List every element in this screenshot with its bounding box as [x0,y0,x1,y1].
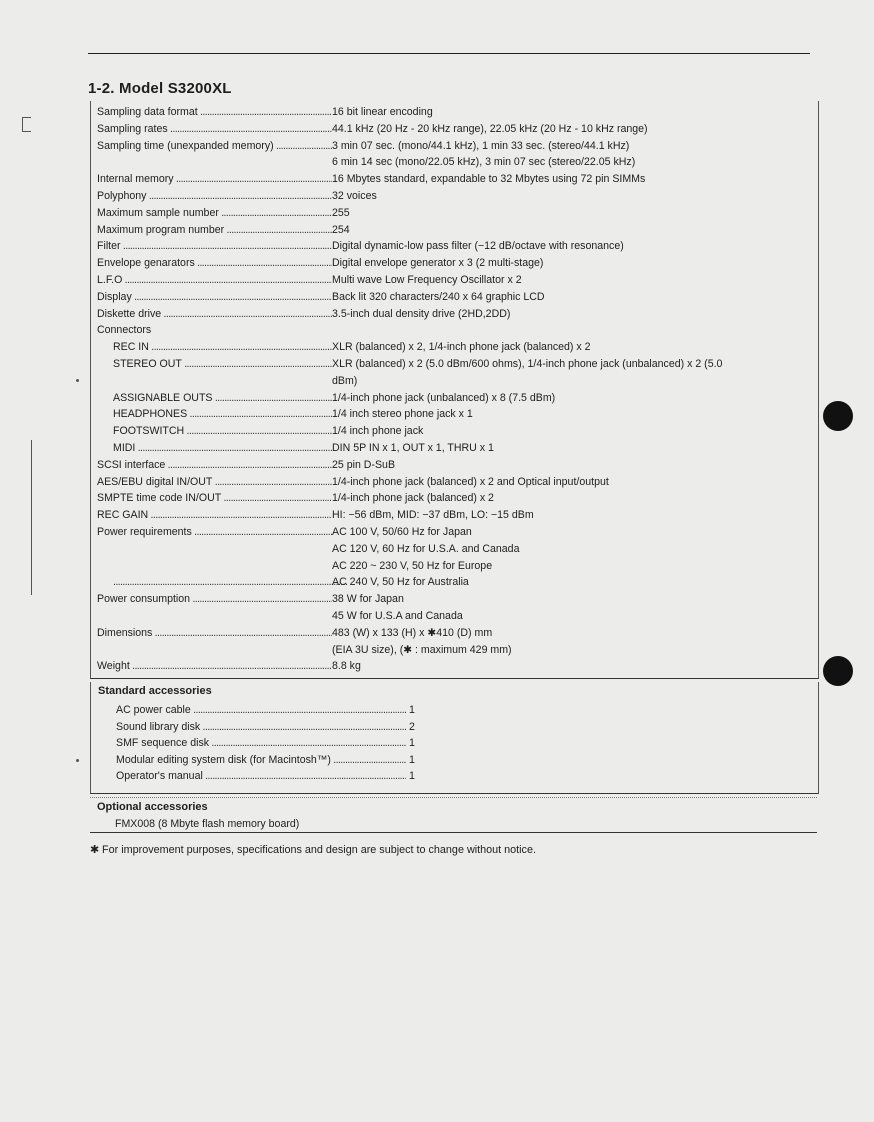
spec-value: 45 W for U.S.A and Canada [332,610,463,622]
spec-label: AES/EBU digital IN/OUT ..... [97,475,332,489]
spec-label: Polyphony ..... [97,189,332,203]
spec-label: Power requirements ..... [97,525,332,539]
spec-value: Back lit 320 characters/240 x 64 graphic LCD [332,290,545,303]
spec-value: 1/4 inch phone jack [332,425,424,438]
accessory-label: SMF sequence disk ..... [116,737,406,749]
margin-line [31,440,32,595]
accessory-quantity: 1 [409,770,415,782]
accessory-label: Sound library disk ..... [116,721,406,733]
spec-value: 16 Mbytes standard, expandable to 32 Mbytes using 72 pin SIMMs [332,173,646,186]
spec-value: 44.1 kHz (20 Hz - 20 kHz range), 22.05 kHz (20 Hz - 10 kHz range) [332,122,648,135]
spec-value: AC 100 V, 50/60 Hz for Japan [332,526,472,538]
spec-value: XLR (balanced) x 2, 1/4-inch phone jack (balanced) x 2 [332,341,591,354]
spec-value: 25 pin D-SuB [332,458,396,471]
spec-value: Multi wave Low Frequency Oscillator x 2 [332,274,522,286]
spec-value: AC 240 V, 50 Hz for Australia [332,576,469,589]
spec-value: 6 min 14 sec (mono/22.05 kHz), 3 min 07 sec (stereo/22.05 kHz) [332,156,636,169]
spec-label: Internal memory ..... [97,172,332,186]
spec-label: Sampling data format ..... [97,105,332,119]
speck [76,759,79,762]
spec-label: REC GAIN ..... [97,508,332,522]
spec-label [113,575,348,589]
spec-label: MIDI ..... [113,441,332,455]
spec-label: Filter ..... [97,239,332,253]
spec-value: Digital dynamic-low pass filter (−12 dB/octave with resonance) [332,240,624,253]
optional-accessory-item: FMX008 (8 Mbyte flash memory board) [115,818,300,830]
speck [76,379,79,382]
spec-label: Maximum sample number ..... [97,206,332,220]
spec-value: 1/4 inch stereo phone jack x 1 [332,408,473,421]
spec-value: XLR (balanced) x 2 (5.0 dBm/600 ohms), 1/4-inch phone jack (unbalanced) x 2 (5.0 [332,358,723,370]
spec-label: ASSIGNABLE OUTS ..... [113,391,332,405]
spec-label: Dimensions ..... [97,626,332,640]
section-title: 1-2. Model S3200XL [88,80,232,97]
spec-value: 1/4-inch phone jack (balanced) x 2 [332,492,494,505]
spec-label: Connectors [97,324,152,337]
spec-label: L.F.O ..... [97,273,332,287]
spec-value: 1/4-inch phone jack (unbalanced) x 8 (7.5 dBm) [332,391,556,404]
spec-label: Envelope genarators ..... [97,256,332,270]
spec-label: Diskette drive ..... [97,307,332,321]
spec-label: Power consumption ..... [97,592,332,606]
spec-value: 3.5-inch dual density drive (2HD,2DD) [332,307,511,320]
spec-value: (EIA 3U size), (✱ : maximum 429 mm) [332,643,512,656]
spec-value: 32 voices [332,190,377,202]
punch-hole [823,656,853,686]
spec-label: Maximum program number ..... [97,223,332,237]
footnote: ✱ For improvement purposes, specifications and design are subject to change without notice. [90,844,536,856]
top-rule [88,53,810,54]
spec-value: 1/4-inch phone jack (balanced) x 2 and Optical input/output [332,475,609,488]
spec-value: DIN 5P IN x 1, OUT x 1, THRU x 1 [332,442,494,454]
spec-label: Display ..... [97,290,332,304]
spec-value: 3 min 07 sec. (mono/44.1 kHz), 1 min 33 sec. (stereo/44.1 kHz) [332,139,630,152]
spec-value: Digital envelope generator x 3 (2 multi-stage) [332,257,544,270]
spec-label: Sampling time (unexpanded memory) ..... [97,139,332,153]
spec-value: HI: −56 dBm, MID: −37 dBm, LO: −15 dBm [332,509,534,522]
spec-value: 16 bit linear encoding [332,106,433,118]
spec-label: REC IN ..... [113,340,332,354]
accessory-label: Operator's manual ..... [116,770,406,782]
specifications-table [90,101,819,679]
spec-label: Sampling rates ..... [97,122,332,136]
spec-value: 254 [332,223,350,236]
spec-label: HEADPHONES ..... [113,407,332,421]
spec-label: Weight ..... [97,659,332,673]
spec-value: 8.8 kg [332,660,361,673]
punch-hole [823,401,853,431]
spec-value: AC 220 ~ 230 V, 50 Hz for Europe [332,559,493,572]
standard-accessories-heading: Standard accessories [98,685,212,697]
accessory-quantity: 1 [409,753,415,766]
accessory-quantity: 1 [409,704,415,716]
spec-value: 255 [332,206,350,219]
optional-accessories-heading: Optional accessories [97,801,208,813]
accessory-label: Modular editing system disk (for Macintosh™) ..... [116,754,406,766]
accessory-quantity: 1 [409,737,415,749]
accessory-quantity: 2 [409,720,415,733]
spec-value: dBm) [332,374,358,387]
optional-accessories-box [90,797,817,833]
standard-accessories-box [90,682,819,794]
spec-label: SCSI interface ..... [97,458,332,472]
margin-bracket [22,117,31,132]
spec-label: FOOTSWITCH ..... [113,424,332,438]
spec-label: SMPTE time code IN/OUT ..... [97,491,332,505]
accessory-label: AC power cable ..... [116,704,406,716]
spec-value: 483 (W) x 133 (H) x ✱410 (D) mm [332,626,493,639]
spec-label: STEREO OUT ..... [113,357,332,371]
spec-value: AC 120 V, 60 Hz for U.S.A. and Canada [332,542,520,555]
spec-value: 38 W for Japan [332,593,404,606]
